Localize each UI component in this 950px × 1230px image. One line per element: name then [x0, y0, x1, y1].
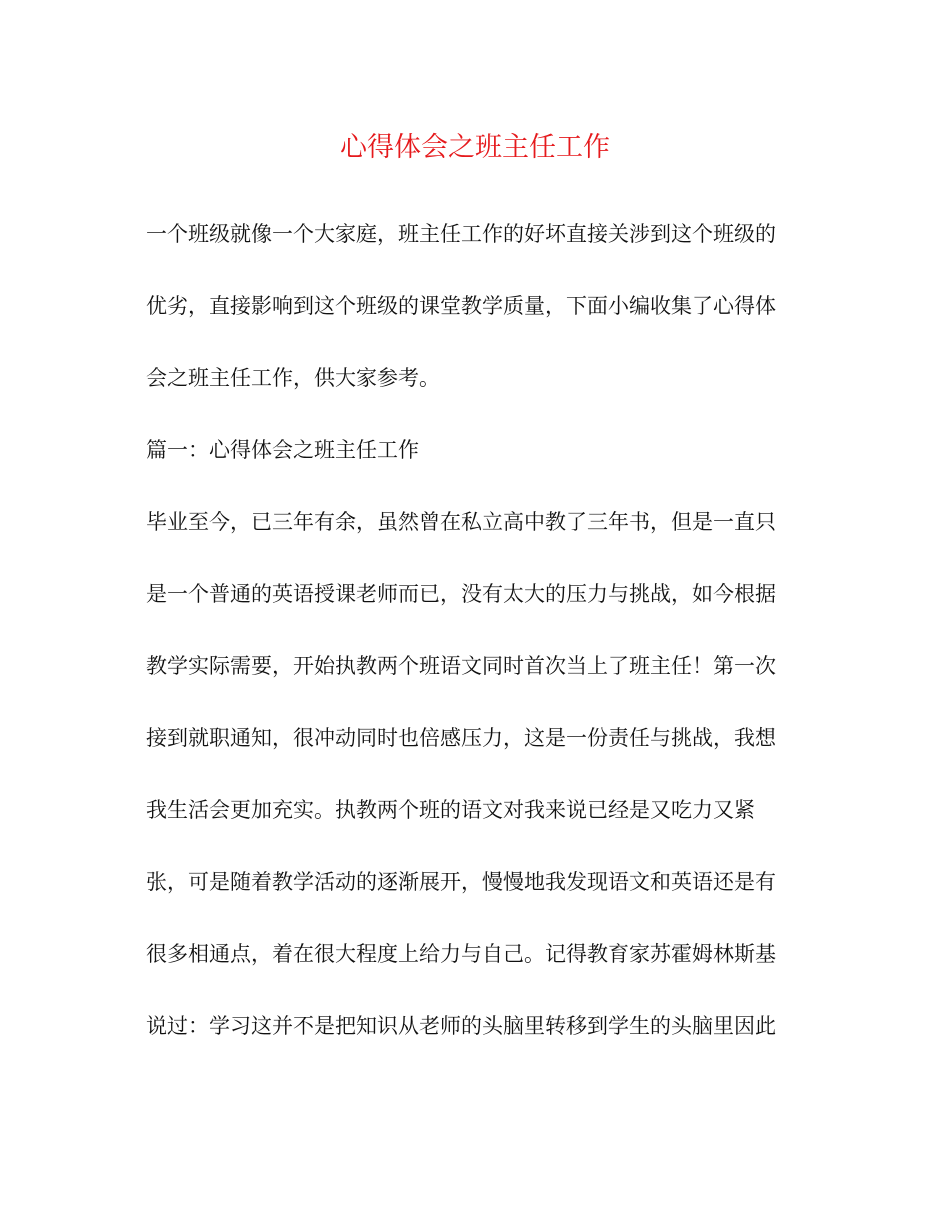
text-line-9: 我生活会更加充实。执教两个班的语文对我来说已经是又吃力又紧 — [146, 798, 755, 822]
text-line-6: 是一个普通的英语授课老师而已，没有太大的压力与挑战，如今根据 — [146, 582, 776, 606]
text-line-11: 很多相通点，着在很大程度上给力与自己。记得教育家苏霍姆林斯基 — [146, 942, 776, 966]
text-line-5: 毕业至今，已三年有余，虽然曾在私立高中教了三年书，但是一直只 — [146, 510, 776, 534]
section-heading: 篇一：心得体会之班主任工作 — [146, 438, 419, 462]
text-line-2: 优劣，直接影响到这个班级的课堂教学质量，下面小编收集了心得体 — [146, 294, 776, 318]
text-line-8: 接到就职通知，很冲动同时也倍感压力，这是一份责任与挑战，我想 — [146, 726, 776, 750]
text-line-1: 一个班级就像一个大家庭，班主任工作的好坏直接关涉到这个班级的 — [146, 222, 776, 246]
text-line-3: 会之班主任工作，供大家参考。 — [146, 366, 440, 390]
text-line-10: 张，可是随着教学活动的逐渐展开，慢慢地我发现语文和英语还是有 — [146, 870, 776, 894]
text-line-12: 说过：学习这并不是把知识从老师的头脑里转移到学生的头脑里因此 — [146, 1014, 776, 1038]
document-title: 心得体会之班主任工作 — [340, 132, 610, 163]
text-line-7: 教学实际需要，开始执教两个班语文同时首次当上了班主任！第一次 — [146, 654, 776, 678]
